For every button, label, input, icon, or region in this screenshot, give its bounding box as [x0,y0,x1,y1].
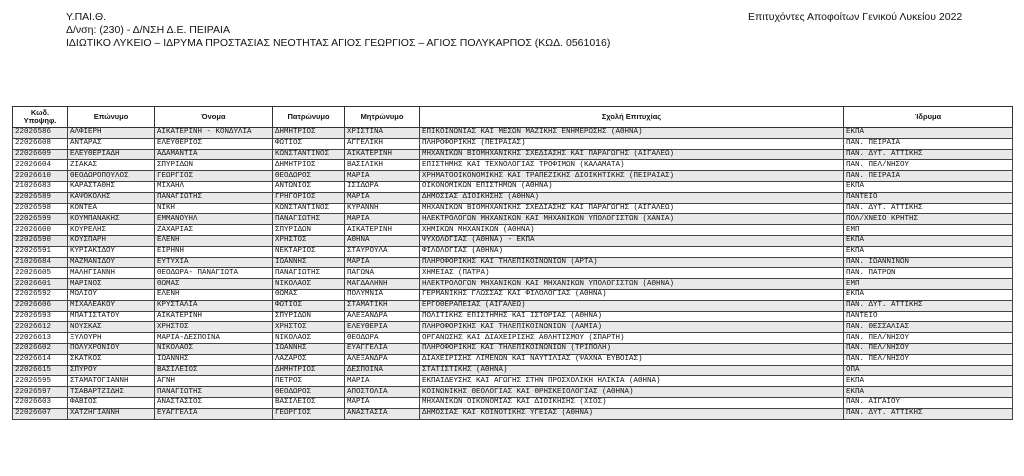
table-row [13,235,1013,246]
cell-father: ΘΕΟΔΩΡΟΣ [273,171,345,182]
cell-name: ΑΙΚΑΤΕΡΙΝΗ [155,311,273,322]
table-row [13,171,1013,182]
cell-father: ΦΩΤΙΟΣ [273,300,345,311]
cell-father: ΠΑΝΑΓΙΩΤΗΣ [273,268,345,279]
table-row [13,225,1013,236]
cell-surname: ΣΠΥΡΟΥ [68,365,155,376]
cell-father: ΧΡΗΣΤΟΣ [273,235,345,246]
col-header-mother: Μητρώνυμο [345,107,420,128]
table-row [13,246,1013,257]
cell-code: 22026610 [13,171,68,182]
cell-code: 22026599 [13,214,68,225]
cell-name: ΑΓΝΗ [155,376,273,387]
cell-mother: ΧΡΙΣΤΙΝΑ [345,128,420,139]
cell-father: ΔΗΜΗΤΡΙΟΣ [273,365,345,376]
table-row [13,397,1013,408]
cell-surname: ΚΟΥΣΠΑΡΗ [68,235,155,246]
cell-name: ΑΝΑΣΤΑΣΙΟΣ [155,397,273,408]
cell-institution: ΠΑΝ. ΠΕΛ/ΝΗΣΟΥ [844,160,1013,171]
cell-code: 22026597 [13,387,68,398]
cell-code: 22026593 [13,311,68,322]
cell-institution: ΕΚΠΑ [844,235,1013,246]
table-row [13,322,1013,333]
table-body [13,128,1013,420]
cell-father: ΘΕΟΔΩΡΟΣ [273,387,345,398]
ministry-label: Υ.ΠΑΙ.Θ. [66,11,107,23]
cell-mother: ΜΑΡΙΑ [345,192,420,203]
cell-surname: ΣΚΑΤΚΟΣ [68,354,155,365]
cell-school: ΧΗΜΕΙΑΣ (ΠΑΤΡΑ) [420,268,844,279]
cell-institution: ΠΟΛ/ΧΝΕΙΟ ΚΡΗΤΗΣ [844,214,1013,225]
cell-school: ΧΡΗΜΑΤΟΟΙΚΟΝΟΜΙΚΗΣ ΚΑΙ ΤΡΑΠΕΖΙΚΗΣ ΔΙΟΙΚΗΤΙΚΗΣ (ΠΕΙΡΑΙΑΣ) [420,171,844,182]
cell-school: ΔΗΜΟΣΙΑΣ ΚΑΙ ΚΟΙΝΟΤΙΚΗΣ ΥΓΕΙΑΣ (ΑΘΗΝΑ) [420,408,844,419]
cell-code: 22026595 [13,376,68,387]
cell-name: ΕΛΕΝΗ [155,235,273,246]
cell-surname: ΣΤΑΜΑΤΟΓΙΑΝΝΗ [68,376,155,387]
table-row [13,376,1013,387]
cell-name: ΚΡΥΣΤΑΛΙΑ [155,300,273,311]
cell-institution: ΕΚΠΑ [844,246,1013,257]
table-row [13,408,1013,419]
cell-code: 22026612 [13,322,68,333]
cell-code: 22026609 [13,149,68,160]
table-row [13,214,1013,225]
cell-mother: ΜΑΡΙΑ [345,397,420,408]
cell-surname: ΚΑΡΑΣΤΑΘΗΣ [68,181,155,192]
document-title: Επιτυχόντες Αποφοίτων Γενικού Λυκείου 2022 [748,11,963,23]
cell-father: ΦΩΤΙΟΣ [273,138,345,149]
cell-name: ΘΩΜΑΣ [155,279,273,290]
cell-surname: ΧΑΤΖΗΓΙΑΝΝΗ [68,408,155,419]
cell-school: ΠΛΗΡΟΦΟΡΙΚΗΣ ΚΑΙ ΤΗΛΕΠΙΚΟΙΝΩΝΙΩΝ (ΑΡΤΑ) [420,257,844,268]
cell-name: ΜΑΡΙΑ-ΔΕΣΠΟΙΝΑ [155,333,273,344]
cell-institution: ΠΑΝ. ΔΥΤ. ΑΤΤΙΚΗΣ [844,300,1013,311]
cell-name: ΕΙΡΗΝΗ [155,246,273,257]
table-row [13,300,1013,311]
col-header-school: Σχολή Επιτυχίας [420,107,844,128]
cell-surname: ΜΙΧΑΛΕΑΚΟΥ [68,300,155,311]
cell-father: ΔΗΜΗΤΡΙΟΣ [273,160,345,171]
cell-institution: ΕΚΠΑ [844,289,1013,300]
cell-surname: ΘΕΟΔΩΡΟΠΟΥΛΟΣ [68,171,155,182]
cell-name: ΕΥΑΓΓΕΛΙΑ [155,408,273,419]
cell-surname: ΦΑΒΙΟΣ [68,397,155,408]
cell-mother: ΙΣΙΔΩΡΑ [345,181,420,192]
cell-name: ΝΙΚΗ [155,203,273,214]
cell-father: ΝΕΚΤΑΡΙΟΣ [273,246,345,257]
cell-institution: ΕΚΠΑ [844,128,1013,139]
cell-father: ΝΙΚΟΛΑΟΣ [273,333,345,344]
cell-name: ΠΑΝΑΓΙΩΤΗΣ [155,192,273,203]
cell-surname: ΚΑΨΟΚΟΛΗΣ [68,192,155,203]
cell-surname: ΤΣΑΒΑΡΤΖΙΔΗΣ [68,387,155,398]
cell-father: ΙΩΑΝΝΗΣ [273,343,345,354]
cell-father: ΧΡΗΣΤΟΣ [273,322,345,333]
cell-mother: ΑΘΗΝΑ [345,235,420,246]
cell-father: ΒΑΣΙΛΕΙΟΣ [273,397,345,408]
cell-institution: ΕΚΠΑ [844,181,1013,192]
cell-mother: ΑΛΕΞΑΝΔΡΑ [345,354,420,365]
cell-name: ΙΩΑΝΝΗΣ [155,354,273,365]
cell-name: ΕΛΕΝΗ [155,289,273,300]
cell-code: 22026613 [13,333,68,344]
cell-name: ΒΑΣΙΛΕΙΟΣ [155,365,273,376]
cell-mother: ΕΥΑΓΓΕΛΙΑ [345,343,420,354]
cell-mother: ΜΑΡΙΑ [345,171,420,182]
cell-mother: ΑΙΚΑΤΕΡΙΝΗ [345,225,420,236]
cell-school: ΔΙΑΧΕΙΡΙΣΗΣ ΛΙΜΕΝΩΝ ΚΑΙ ΝΑΥΤΙΛΙΑΣ (ΨΑΧΝΑ ΕΥΒΟΙΑΣ) [420,354,844,365]
cell-name: ΣΠΥΡΙΔΩΝ [155,160,273,171]
cell-name: ΝΙΚΟΛΑΟΣ [155,343,273,354]
cell-school: ΜΗΧΑΝΙΚΩΝ ΒΙΟΜΗΧΑΝΙΚΗΣ ΣΧΕΔΙΑΣΗΣ ΚΑΙ ΠΑΡΑΓΩΓΗΣ (ΑΙΓΑΛΕΩ) [420,203,844,214]
cell-father: ΠΑΝΑΓΙΩΤΗΣ [273,214,345,225]
col-header-surname: Επώνυμο [68,107,155,128]
cell-name: ΜΙΧΑΗΛ [155,181,273,192]
cell-code: 22026615 [13,365,68,376]
cell-code: 22026607 [13,408,68,419]
cell-school: ΔΗΜΟΣΙΑΣ ΔΙΟΙΚΗΣΗΣ (ΑΘΗΝΑ) [420,192,844,203]
col-header-name: Όνομα [155,107,273,128]
cell-school: ΨΥΧΟΛΟΓΙΑΣ (ΑΘΗΝΑ) - ΕΚΠΑ [420,235,844,246]
cell-institution: ΕΜΠ [844,225,1013,236]
results-table [12,106,1013,420]
cell-surname: ΜΑΖΜΑΝΙΔΟΥ [68,257,155,268]
cell-mother: ΣΤΑΥΡΟΥΛΑ [345,246,420,257]
cell-name: ΓΕΩΡΓΙΟΣ [155,171,273,182]
cell-surname: ΜΩΛΙΟΥ [68,289,155,300]
cell-surname: ΑΝΤΑΡΑΣ [68,138,155,149]
cell-school: ΟΙΚΟΝΟΜΙΚΩΝ ΕΠΙΣΤΗΜΩΝ (ΑΘΗΝΑ) [420,181,844,192]
cell-school: ΜΗΧΑΝΙΚΩΝ ΟΙΚΟΝΟΜΙΑΣ ΚΑΙ ΔΙΟΙΚΗΣΗΣ (ΧΙΟΣ) [420,397,844,408]
cell-surname: ΜΑΡΙΝΟΣ [68,279,155,290]
cell-name: ΘΕΟΔΩΡΑ- ΠΑΝΑΓΙΩΤΑ [155,268,273,279]
table-row [13,311,1013,322]
cell-father: ΣΠΥΡΙΔΩΝ [273,225,345,236]
cell-school: ΠΛΗΡΟΦΟΡΙΚΗΣ ΚΑΙ ΤΗΛΕΠΙΚΟΙΝΩΝΙΩΝ (ΤΡΙΠΟΛΗ) [420,343,844,354]
cell-mother: ΣΤΑΜΑΤΙΚΗ [345,300,420,311]
table-row [13,128,1013,139]
cell-institution: ΠΑΝ. ΑΙΓΑΙΟΥ [844,397,1013,408]
cell-mother: ΜΑΡΙΑ [345,214,420,225]
cell-school: ΜΗΧΑΝΙΚΩΝ ΒΙΟΜΗΧΑΝΙΚΗΣ ΣΧΕΔΙΑΣΗΣ ΚΑΙ ΠΑΡΑΓΩΓΗΣ (ΑΙΓΑΛΕΩ) [420,149,844,160]
table-row [13,181,1013,192]
cell-code: 22026590 [13,235,68,246]
cell-institution: ΕΜΠ [844,279,1013,290]
cell-father: ΠΕΤΡΟΣ [273,376,345,387]
cell-institution: ΠΑΝ. ΔΥΤ. ΑΤΤΙΚΗΣ [844,203,1013,214]
cell-school: ΧΗΜΙΚΩΝ ΜΗΧΑΝΙΚΩΝ (ΑΘΗΝΑ) [420,225,844,236]
cell-surname: ΖΙΑΚΑΣ [68,160,155,171]
cell-mother: ΒΑΣΙΛΙΚΗ [345,160,420,171]
cell-mother: ΑΓΓΕΛΙΚΗ [345,138,420,149]
cell-mother: ΠΟΛΥΜΝΙΑ [345,289,420,300]
cell-father: ΓΡΗΓΟΡΙΟΣ [273,192,345,203]
cell-institution: ΠΑΝ. ΔΥΤ. ΑΤΤΙΚΗΣ [844,149,1013,160]
cell-surname: ΠΟΛΥΧΡΟΝΙΟΥ [68,343,155,354]
table-row [13,138,1013,149]
cell-father: ΓΕΩΡΓΙΟΣ [273,408,345,419]
table-row [13,289,1013,300]
table-row [13,387,1013,398]
table-row [13,343,1013,354]
cell-mother: ΔΕΣΠΟΙΝΑ [345,365,420,376]
cell-school: ΗΛΕΚΤΡΟΛΟΓΩΝ ΜΗΧΑΝΙΚΩΝ ΚΑΙ ΜΗΧΑΝΙΚΩΝ ΥΠΟΛΟΓΙΣΤΩΝ (ΧΑΝΙΑ) [420,214,844,225]
cell-mother: ΑΝΑΣΤΑΣΙΑ [345,408,420,419]
cell-name: ΖΑΧΑΡΙΑΣ [155,225,273,236]
cell-father: ΣΠΥΡΙΔΩΝ [273,311,345,322]
table-row [13,257,1013,268]
table-row [13,365,1013,376]
directorate-label: Δ/νση: (230) - Δ/ΝΣΗ Δ.Ε. ΠΕΙΡΑΙΑ [66,24,230,36]
cell-school: ΕΚΠΑΙΔΕΥΣΗΣ ΚΑΙ ΑΓΩΓΗΣ ΣΤΗΝ ΠΡΟΣΧΟΛΙΚΗ ΗΛΙΚΙΑ (ΑΘΗΝΑ) [420,376,844,387]
cell-institution: ΠΑΝ. ΠΑΤΡΩΝ [844,268,1013,279]
cell-mother: ΘΕΟΔΩΡΑ [345,333,420,344]
cell-father: ΚΩΝΣΤΑΝΤΙΝΟΣ [273,203,345,214]
cell-school: ΗΛΕΚΤΡΟΛΟΓΩΝ ΜΗΧΑΝΙΚΩΝ ΚΑΙ ΜΗΧΑΝΙΚΩΝ ΥΠΟΛΟΓΙΣΤΩΝ (ΑΘΗΝΑ) [420,279,844,290]
cell-institution: ΠΑΝ. ΠΕΙΡΑΙΑ [844,138,1013,149]
table-row [13,279,1013,290]
cell-surname: ΕΛΕΥΘΕΡΙΑΔΗ [68,149,155,160]
cell-code: 22026601 [13,279,68,290]
cell-code: 22026605 [13,268,68,279]
cell-surname: ΚΟΥΡΕΛΗΣ [68,225,155,236]
cell-mother: ΜΑΡΙΑ [345,257,420,268]
cell-institution: ΟΠΑ [844,365,1013,376]
cell-name: ΠΑΝΑΓΙΩΤΗΣ [155,387,273,398]
cell-institution: ΠΑΝ. ΘΕΣΣΑΛΙΑΣ [844,322,1013,333]
cell-mother: ΜΑΓΔΑΛΗΝΗ [345,279,420,290]
cell-surname: ΜΠΑΤΙΣΤΑΤΟΥ [68,311,155,322]
cell-name: ΑΙΚΑΤΕΡΙΝΗ - ΚΟΝΔΥΛΙΑ [155,128,273,139]
cell-surname: ΚΟΥΜΠΑΝΑΚΗΣ [68,214,155,225]
school-title: ΙΔΙΩΤΙΚΟ ΛΥΚΕΙΟ – ΙΔΡΥΜΑ ΠΡΟΣΤΑΣΙΑΣ ΝΕΟΤΗΤΑΣ ΑΓΙΟΣ ΓΕΩΡΓΙΟΣ – ΑΓΙΟΣ ΠΟΛΥΚΑΡΠΟΣ (ΚΩΔ. 0561016) [66,37,611,49]
cell-school: ΠΛΗΡΟΦΟΡΙΚΗΣ (ΠΕΙΡΑΙΑΣ) [420,138,844,149]
cell-institution: ΠΑΝ. ΠΕΛ/ΝΗΣΟΥ [844,333,1013,344]
cell-school: ΣΤΑΤΙΣΤΙΚΗΣ (ΑΘΗΝΑ) [420,365,844,376]
cell-mother: ΠΑΓΩΝΑ [345,268,420,279]
table-row [13,160,1013,171]
cell-mother: ΚΥΡΑΝΝΗ [345,203,420,214]
cell-institution: ΠΑΝ. ΠΕΛ/ΝΗΣΟΥ [844,354,1013,365]
col-header-code: Κωδ. Υποψηφ. [13,107,68,128]
cell-code: 22026589 [13,192,68,203]
cell-name: ΕΜΜΑΝΟΥΗΛ [155,214,273,225]
cell-institution: ΠΑΝ. ΠΕΛ/ΝΗΣΟΥ [844,343,1013,354]
table-row [13,192,1013,203]
cell-school: ΕΠΙΣΤΗΜΗΣ ΚΑΙ ΤΕΧΝΟΛΟΓΙΑΣ ΤΡΟΦΙΜΩΝ (ΚΑΛΑΜΑΤΑ) [420,160,844,171]
cell-school: ΚΟΙΝΩΝΙΚΗΣ ΘΕΟΛΟΓΙΑΣ ΚΑΙ ΘΡΗΣΚΕΙΟΛΟΓΙΑΣ (ΑΘΗΝΑ) [420,387,844,398]
cell-code: 22026614 [13,354,68,365]
cell-code: 22026608 [13,138,68,149]
cell-code: 22026591 [13,246,68,257]
cell-mother: ΑΙΚΑΤΕΡΙΝΗ [345,149,420,160]
cell-surname: ΚΟΝΤΕΑ [68,203,155,214]
cell-institution: ΕΚΠΑ [844,376,1013,387]
cell-institution: ΕΚΠΑ [844,387,1013,398]
cell-code: 22026602 [13,343,68,354]
cell-institution: ΠΑΝΤΕΙΟ [844,192,1013,203]
cell-surname: ΑΛΦΙΕΡΗ [68,128,155,139]
cell-code: 22026604 [13,160,68,171]
cell-mother: ΜΑΡΙΑ [345,376,420,387]
cell-school: ΠΟΛΙΤΙΚΗΣ ΕΠΙΣΤΗΜΗΣ ΚΑΙ ΙΣΤΟΡΙΑΣ (ΑΘΗΝΑ) [420,311,844,322]
table-header-row [13,107,1013,128]
cell-code: 22026600 [13,225,68,236]
cell-father: ΚΩΝΣΤΑΝΤΙΝΟΣ [273,149,345,160]
cell-institution: ΠΑΝ. ΙΩΑΝΝΙΝΩΝ [844,257,1013,268]
cell-institution: ΠΑΝ. ΔΥΤ. ΑΤΤΙΚΗΣ [844,408,1013,419]
col-header-father: Πατρώνυμο [273,107,345,128]
cell-code: 22026592 [13,289,68,300]
cell-father: ΝΙΚΟΛΑΟΣ [273,279,345,290]
cell-code: 22026586 [13,128,68,139]
table-row [13,354,1013,365]
col-header-institution: Ίδρυμα [844,107,1013,128]
cell-mother: ΕΛΕΥΘΕΡΙΑ [345,322,420,333]
cell-name: ΕΥΤΥΧΙΑ [155,257,273,268]
cell-school: ΠΛΗΡΟΦΟΡΙΚΗΣ ΚΑΙ ΤΗΛΕΠΙΚΟΙΝΩΝΙΩΝ (ΛΑΜΙΑ) [420,322,844,333]
cell-school: ΓΕΡΜΑΝΙΚΗΣ ΓΛΩΣΣΑΣ ΚΑΙ ΦΙΛΟΛΟΓΙΑΣ (ΑΘΗΝΑ) [420,289,844,300]
cell-surname: ΚΥΡΙΑΚΙΔΟΥ [68,246,155,257]
cell-surname: ΝΟΥΣΚΑΣ [68,322,155,333]
cell-code: 22026606 [13,300,68,311]
cell-code: 22026603 [13,397,68,408]
cell-mother: ΑΠΟΣΤΟΛΙΑ [345,387,420,398]
cell-institution: ΠΑΝΤΕΙΟ [844,311,1013,322]
cell-school: ΟΡΓΑΝΩΣΗΣ ΚΑΙ ΔΙΑΧΕΙΡΙΣΗΣ ΑΘΛΗΤΙΣΜΟΥ (ΣΠΑΡΤΗ) [420,333,844,344]
cell-father: ΘΩΜΑΣ [273,289,345,300]
table-row [13,203,1013,214]
cell-code: 21026683 [13,181,68,192]
cell-code: 22026598 [13,203,68,214]
cell-surname: ΞΥΛΟΥΡΗ [68,333,155,344]
cell-name: ΑΔΑΜΑΝΤΙΑ [155,149,273,160]
table-row [13,149,1013,160]
cell-surname: ΜΑΛΗΓΙΑΝΝΗ [68,268,155,279]
table-row [13,333,1013,344]
cell-school: ΕΠΙΚΟΙΝΩΝΙΑΣ ΚΑΙ ΜΕΣΩΝ ΜΑΖΙΚΗΣ ΕΝΗΜΕΡΩΣΗΣ (ΑΘΗΝΑ) [420,128,844,139]
cell-mother: ΑΛΕΞΑΝΔΡΑ [345,311,420,322]
cell-code: 21026684 [13,257,68,268]
cell-school: ΕΡΓΟΘΕΡΑΠΕΙΑΣ (ΑΙΓΑΛΕΩ) [420,300,844,311]
cell-school: ΦΙΛΟΛΟΓΙΑΣ (ΑΘΗΝΑ) [420,246,844,257]
cell-name: ΧΡΗΣΤΟΣ [155,322,273,333]
cell-father: ΙΩΑΝΝΗΣ [273,257,345,268]
cell-name: ΕΛΕΥΘΕΡΙΟΣ [155,138,273,149]
table-row [13,268,1013,279]
cell-father: ΑΝΤΩΝΙΟΣ [273,181,345,192]
cell-father: ΛΑΖΑΡΟΣ [273,354,345,365]
cell-institution: ΠΑΝ. ΠΕΙΡΑΙΑ [844,171,1013,182]
cell-father: ΔΗΜΗΤΡΙΟΣ [273,128,345,139]
